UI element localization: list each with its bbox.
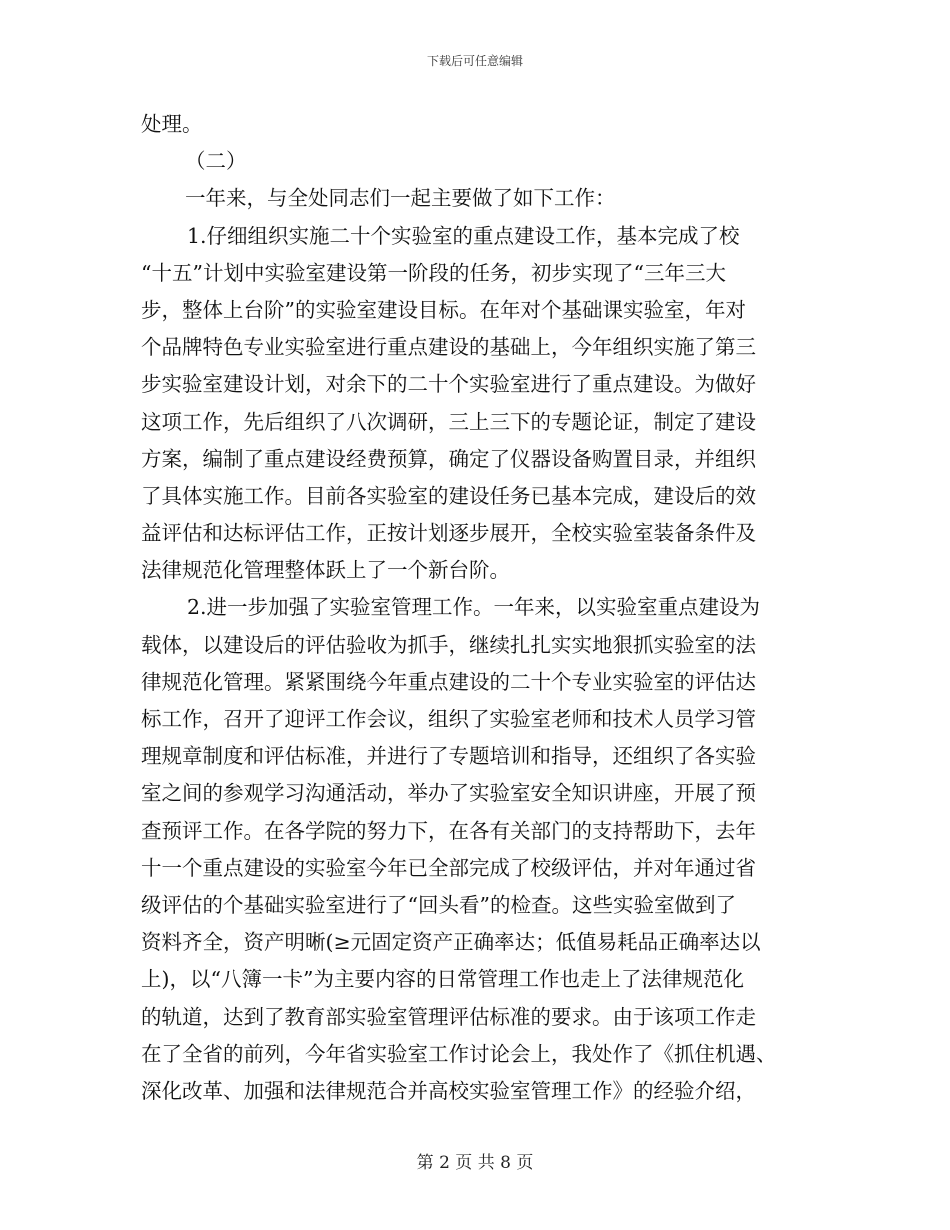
text-line: 资料齐全，资产明晰(≥元固定资产正确率达；低值易耗品正确率达以 (141, 930, 761, 955)
page-header: 下载后可任意编辑 (426, 54, 523, 68)
text-line: 益评估和达标评估工作，正按计划逐步展开，全校实验室装备条件及 (141, 521, 756, 546)
text-line: 方案，编制了重点建设经费预算，确定了仪器设备购置目录，并组织 (141, 446, 756, 471)
text-line: 的轨道，达到了教育部实验室管理评估标准的要求。由于该项工作走 (141, 1004, 756, 1029)
paragraph-2-start: 2.进一步加强了实验室管理工作。一年来，以实验室重点建设为 (187, 595, 761, 620)
text-line: 理规章制度和评估标准，并进行了专题培训和指导，还组织了各实验 (141, 744, 756, 769)
page-number: 第 2 页 共 8 页 (416, 1153, 534, 1173)
text-line: 查预评工作。在各学院的努力下，在各有关部门的支持帮助下，去年 (141, 818, 756, 843)
text-line: 级评估的个基础实验室进行了“回头看”的检查。这些实验室做到了 (141, 892, 736, 917)
text-line: 法律规范化管理整体跃上了一个新台阶。 (141, 558, 510, 583)
text-line: 十一个重点建设的实验室今年已全部完成了校级评估，并对年通过省 (141, 855, 756, 880)
text-line: 律规范化管理。紧紧围绕今年重点建设的二十个专业实验室的评估达 (141, 669, 756, 694)
paragraph-1-start: 1.仔细组织实施二十个实验室的重点建设工作，基本完成了校 (187, 223, 740, 248)
text-line: 标工作，召开了迎评工作会议，组织了实验室老师和技术人员学习管 (141, 707, 756, 731)
text-line: 深化改革、加强和法律规范合并高校实验室管理工作》的经验介绍， (141, 1078, 756, 1103)
text-line: 这项工作，先后组织了八次调研，三上三下的专题论证，制定了建设 (141, 409, 756, 434)
text-line: “十五”计划中实验室建设第一阶段的任务，初步实现了“三年三大 (141, 260, 726, 285)
document-body (141, 106, 813, 1110)
text-line: 上)，以“八簿一卡”为主要内容的日常管理工作也走上了法律规范化 (141, 967, 744, 992)
text-line: 载体，以建设后的评估验收为抓手，继续扎扎实实地狠抓实验室的法 (141, 632, 756, 657)
text-line: 了具体实施工作。目前各实验室的建设任务已基本完成，建设后的效 (141, 483, 756, 508)
text-line: 步实验室建设计划，对余下的二十个实验室进行了重点建设。为做好 (141, 372, 756, 397)
text-line: 步，整体上台阶”的实验室建设目标。在年对个基础课实验室，年对 (141, 297, 746, 322)
section-heading: （二） (185, 149, 247, 174)
text-line: 处理。 (141, 112, 203, 136)
text-line: 室之间的参观学习沟通活动，举办了实验室安全知识讲座，开展了预 (141, 781, 756, 806)
text-line: 个品牌特色专业实验室进行重点建设的基础上，今年组织实施了第三 (141, 335, 756, 360)
paragraph-intro: 一年来，与全处同志们一起主要做了如下工作： (185, 186, 616, 211)
text-line: 在了全省的前列，今年省实验室工作讨论会上，我处作了《抓住机遇、 (141, 1041, 777, 1066)
